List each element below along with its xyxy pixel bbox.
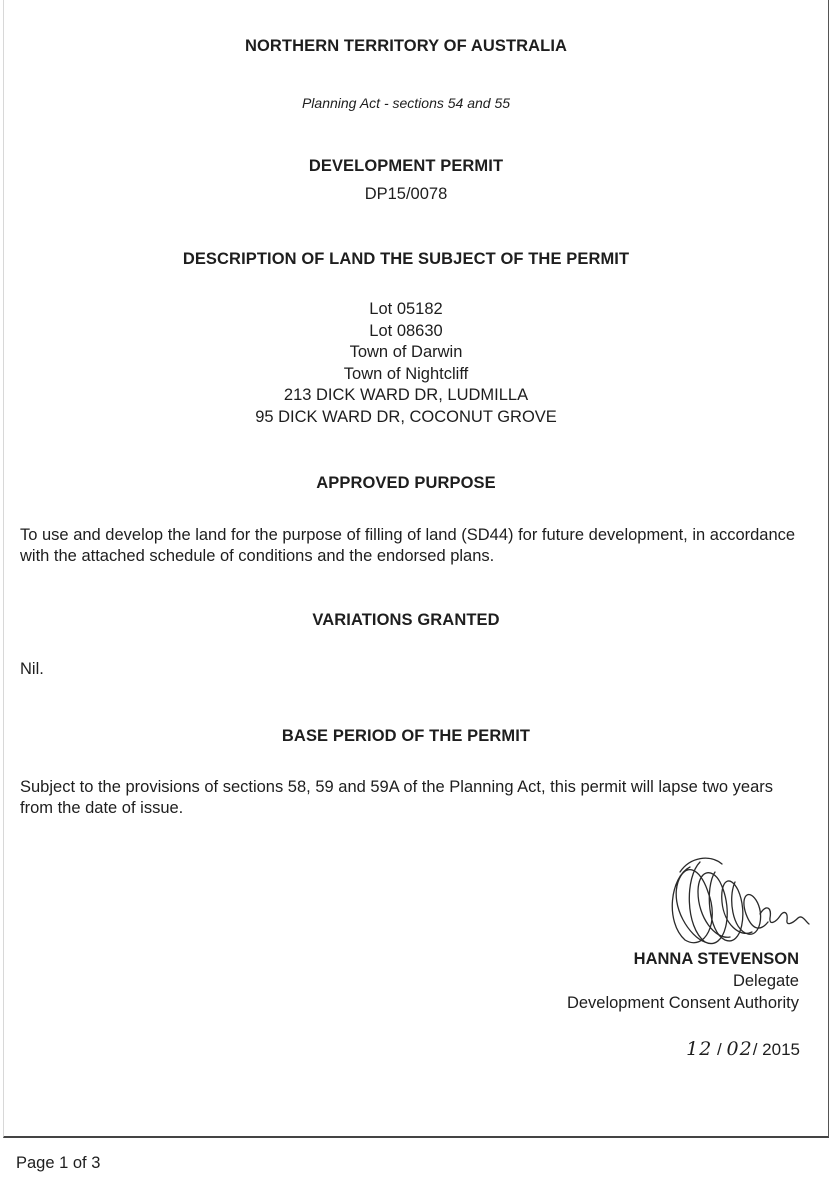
permit-title: DEVELOPMENT PERMIT (308, 157, 504, 175)
act-reference: Planning Act - sections 54 and 55 (301, 95, 511, 111)
land-heading: DESCRIPTION OF LAND THE SUBJECT OF THE PERMIT (182, 250, 630, 268)
signatory-role: Delegate (732, 972, 799, 990)
date-separator: / (752, 1040, 758, 1059)
base-period-text: Subject to the provisions of sections 58, 59 and 59A of the Planning Act, this permit will lapse two years from the date of issue. (20, 778, 774, 817)
permit-number: DP15/0078 (364, 185, 448, 203)
base-period-heading: BASE PERIOD OF THE PERMIT (281, 727, 531, 745)
page-number: Page 1 of 3 (16, 1154, 101, 1172)
signatory-name: HANNA STEVENSON (633, 950, 799, 968)
signatory-block (567, 948, 799, 1014)
purpose-heading: APPROVED PURPOSE (316, 474, 496, 492)
date-year: 2015 (762, 1040, 800, 1059)
date-separator: / (717, 1040, 722, 1059)
land-line: Town of Nightcliff (343, 364, 469, 383)
jurisdiction-title: NORTHERN TERRITORY OF AUSTRALIA (244, 37, 568, 55)
variations-text: Nil. (20, 660, 44, 678)
date-month: 02 (726, 1038, 753, 1060)
land-line: Lot 08630 (369, 321, 443, 340)
date-day: 12 (686, 1038, 713, 1060)
land-line: 95 DICK WARD DR, COCONUT GROVE (255, 407, 557, 426)
signatory-authority: Development Consent Authority (566, 994, 799, 1012)
issue-date (686, 1038, 800, 1060)
purpose-text: To use and develop the land for the purpose of filling of land (SD44) for future development, in accordance with the attached schedule of conditions and the endorsed plans. (20, 526, 796, 565)
land-line: Lot 05182 (369, 300, 443, 318)
variations-heading: VARIATIONS GRANTED (312, 611, 500, 629)
land-line: 213 DICK WARD DR, LUDMILLA (283, 386, 529, 404)
land-line: Town of Darwin (349, 343, 463, 361)
land-description (0, 299, 812, 428)
handwritten-signature (660, 852, 810, 952)
